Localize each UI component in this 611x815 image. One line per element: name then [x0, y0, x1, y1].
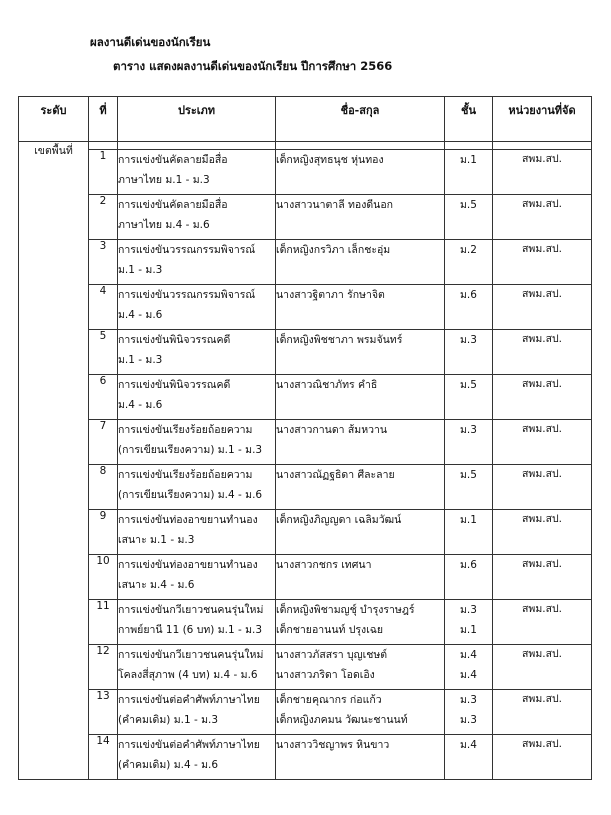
row-number: 14: [89, 735, 118, 780]
grade-level-line: ม.3: [460, 714, 477, 726]
student-name-line: เด็กหญิงกรวิภา เล็กชะอุ่ม: [276, 244, 391, 256]
student-name: [276, 330, 445, 375]
organizer: สพม.สป.: [493, 555, 592, 600]
competition-type-line: การแข่งขันต่อคำศัพท์ภาษาไทย: [118, 694, 260, 706]
student-name-line: นางสาวณัฏฐธิดา ศีละลาย: [276, 469, 395, 481]
row-number: 4: [89, 285, 118, 330]
organizer: สพม.สป.: [493, 375, 592, 420]
competition-type-line: ม.4 - ม.6: [118, 309, 163, 321]
grade-level: [445, 555, 493, 600]
grade-level-line: ม.4: [460, 739, 477, 751]
competition-type-line: การแข่งขันคัดลายมือสื่อ: [118, 199, 228, 211]
grade-level-line: ม.4: [460, 649, 477, 661]
student-name: [276, 285, 445, 330]
grade-level-line: ม.6: [460, 559, 477, 571]
competition-type-line: (คำคมเดิม) ม.4 - ม.6: [118, 759, 219, 771]
competition-type: [118, 690, 276, 735]
grade-level-line: ม.5: [460, 199, 477, 211]
student-name: [276, 375, 445, 420]
grade-level: [445, 330, 493, 375]
organizer: สพม.สป.: [493, 285, 592, 330]
grade-level: [445, 690, 493, 735]
grade-level: [445, 600, 493, 645]
row-number: 1: [89, 150, 118, 195]
col-header-unit: หน่วยงานที่จัด: [493, 97, 592, 142]
grade-level: [445, 645, 493, 690]
grade-level-line: ม.5: [460, 469, 477, 481]
student-name-line: เด็กชายอานนท์ ปรุงเฉย: [276, 624, 384, 636]
row-number: 13: [89, 690, 118, 735]
student-name: [276, 150, 445, 195]
competition-type-line: (การเขียนเรียงความ) ม.1 - ม.3: [118, 444, 263, 456]
organizer: สพม.สป.: [493, 690, 592, 735]
competition-type: [118, 285, 276, 330]
student-name: [276, 555, 445, 600]
table-row: [19, 150, 592, 195]
grade-level: [445, 150, 493, 195]
student-name-line: เด็กหญิงภิญญดา เฉลิมวัฒน์: [276, 514, 402, 526]
row-number: 12: [89, 645, 118, 690]
grade-level: [445, 285, 493, 330]
competition-type-line: (การเขียนเรียงความ) ม.4 - ม.6: [118, 489, 263, 501]
competition-type-line: ภาษาไทย ม.1 - ม.3: [118, 174, 210, 186]
competition-type-line: ม.1 - ม.3: [118, 264, 163, 276]
table-row: [19, 510, 592, 555]
competition-type-line: ม.1 - ม.3: [118, 354, 163, 366]
competition-type-line: ภาษาไทย ม.4 - ม.6: [118, 219, 210, 231]
competition-type: [118, 600, 276, 645]
table-caption: ตาราง แสดงผลงานดีเด่นของนักเรียน ปีการศึกษา 2566: [113, 59, 393, 73]
organizer: สพม.สป.: [493, 735, 592, 780]
student-name: [276, 510, 445, 555]
organizer: สพม.สป.: [493, 330, 592, 375]
competition-type-line: ม.4 - ม.6: [118, 399, 163, 411]
level-cell: เขตพื้นที่: [19, 142, 89, 780]
competition-type: [118, 150, 276, 195]
table-row: [19, 330, 592, 375]
student-name: [276, 645, 445, 690]
grade-level: [445, 375, 493, 420]
student-name: [276, 600, 445, 645]
organizer: สพม.สป.: [493, 645, 592, 690]
student-name: [276, 420, 445, 465]
organizer: สพม.สป.: [493, 150, 592, 195]
student-name-line: เด็กหญิงพิชามญชุ์ บำรุงราษฎร์: [276, 604, 415, 616]
row-number: 9: [89, 510, 118, 555]
grade-level: [445, 510, 493, 555]
grade-level-line: ม.2: [460, 244, 477, 256]
organizer: สพม.สป.: [493, 600, 592, 645]
competition-type-line: (คำคมเดิม) ม.1 - ม.3: [118, 714, 219, 726]
grade-level-line: ม.1: [460, 154, 477, 166]
row-number: 2: [89, 195, 118, 240]
competition-type: [118, 555, 276, 600]
table-header-row: [19, 97, 592, 142]
organizer: สพม.สป.: [493, 510, 592, 555]
table-row: [19, 285, 592, 330]
competition-type: [118, 465, 276, 510]
table-row: [19, 555, 592, 600]
student-name-line: นางสาวกชกร เทศนา: [276, 559, 372, 571]
row-number: 5: [89, 330, 118, 375]
competition-type: [118, 645, 276, 690]
competition-type-line: การแข่งขันวรรณกรรมพิจารณ์: [118, 244, 256, 256]
table-row: [19, 195, 592, 240]
student-name-line: นางสาวนาตาลี ทองดีนอก: [276, 199, 393, 211]
student-name-line: นางสาวกานดา ส้มหวาน: [276, 424, 388, 436]
student-name-line: นางสาวฐิตาภา รักษาจิต: [276, 289, 385, 301]
competition-type-line: การแข่งขันเรียงร้อยถ้อยความ: [118, 424, 253, 436]
table-row: [19, 690, 592, 735]
competition-type: [118, 510, 276, 555]
student-name: [276, 465, 445, 510]
student-name-line: เด็กหญิงภคมน วัฒนะชานนท์: [276, 714, 408, 726]
competition-type-line: การแข่งขันวรรณกรรมพิจารณ์: [118, 289, 256, 301]
grade-level-line: ม.4: [460, 669, 477, 681]
competition-type: [118, 195, 276, 240]
grade-level-line: ม.6: [460, 289, 477, 301]
row-number: 3: [89, 240, 118, 285]
competition-type: [118, 240, 276, 285]
row-number: 6: [89, 375, 118, 420]
competition-type-line: การแข่งขันพินิจวรรณคดี: [118, 379, 231, 391]
competition-type-line: การแข่งขันต่อคำศัพท์ภาษาไทย: [118, 739, 260, 751]
competition-type-line: การแข่งขันกวีเยาวชนคนรุ่นใหม่: [118, 649, 264, 661]
grade-level-line: ม.3: [460, 334, 477, 346]
competition-type: [118, 375, 276, 420]
student-name-line: นางสาวภัสสรา บุญเชษต์: [276, 649, 388, 661]
table-row: [19, 375, 592, 420]
student-name-line: เด็กชายคุณากร ก่อแก้ว: [276, 694, 382, 706]
table-row: [19, 240, 592, 285]
competition-type-line: เสนาะ ม.4 - ม.6: [118, 579, 195, 591]
organizer: สพม.สป.: [493, 420, 592, 465]
col-header-level: ระดับ: [19, 97, 89, 142]
row-number: 7: [89, 420, 118, 465]
student-name-line: นางสาวณิชาภัทร คำธิ: [276, 379, 378, 391]
row-number: 10: [89, 555, 118, 600]
competition-type-line: กาพย์ยานี 11 (6 บท) ม.1 - ม.3: [118, 624, 263, 636]
table-row: [19, 465, 592, 510]
student-name-line: นางสาววิชญาพร หินขาว: [276, 739, 390, 751]
spacer-row: [19, 142, 592, 150]
competition-type: [118, 420, 276, 465]
student-name-line: เด็กหญิงสุทธนุช หุ่นทอง: [276, 154, 384, 166]
competition-type: [118, 330, 276, 375]
table-row: [19, 735, 592, 780]
competition-type: [118, 735, 276, 780]
table-row: [19, 420, 592, 465]
row-number: 11: [89, 600, 118, 645]
grade-level: [445, 420, 493, 465]
competition-type-line: การแข่งขันพินิจวรรณคดี: [118, 334, 231, 346]
competition-type-line: การแข่งขันเรียงร้อยถ้อยความ: [118, 469, 253, 481]
competition-type-line: การแข่งขันท่องอาขยานทำนอง: [118, 559, 258, 571]
organizer: สพม.สป.: [493, 195, 592, 240]
grade-level: [445, 735, 493, 780]
grade-level: [445, 240, 493, 285]
grade-level-line: ม.3: [460, 604, 477, 616]
student-name: [276, 690, 445, 735]
student-name: [276, 240, 445, 285]
col-header-grade: ชั้น: [445, 97, 493, 142]
student-name-line: นางสาวภริดา โอดเอิง: [276, 669, 375, 681]
document-heading: ผลงานดีเด่นของนักเรียน: [90, 35, 211, 49]
col-header-no: ที่: [89, 97, 118, 142]
organizer: สพม.สป.: [493, 465, 592, 510]
col-header-name: ชื่อ-สกุล: [276, 97, 445, 142]
organizer: สพม.สป.: [493, 240, 592, 285]
competition-type-line: การแข่งขันคัดลายมือสื่อ: [118, 154, 228, 166]
grade-level-line: ม.1: [460, 624, 477, 636]
table-row: [19, 600, 592, 645]
table-row: [19, 645, 592, 690]
grade-level-line: ม.3: [460, 424, 477, 436]
row-number: 8: [89, 465, 118, 510]
col-header-type: ประเภท: [118, 97, 276, 142]
competition-type-line: การแข่งขันกวีเยาวชนคนรุ่นใหม่: [118, 604, 264, 616]
competition-type-line: การแข่งขันท่องอาขยานทำนอง: [118, 514, 258, 526]
student-name: [276, 195, 445, 240]
competition-type-line: เสนาะ ม.1 - ม.3: [118, 534, 195, 546]
competition-type-line: โคลงสี่สุภาพ (4 บท) ม.4 - ม.6: [118, 669, 258, 681]
grade-level-line: ม.5: [460, 379, 477, 391]
student-name-line: เด็กหญิงพิชชาภา พรมจันทร์: [276, 334, 403, 346]
grade-level: [445, 465, 493, 510]
awards-table: [18, 96, 592, 780]
student-name: [276, 735, 445, 780]
grade-level-line: ม.1: [460, 514, 477, 526]
grade-level-line: ม.3: [460, 694, 477, 706]
grade-level: [445, 195, 493, 240]
